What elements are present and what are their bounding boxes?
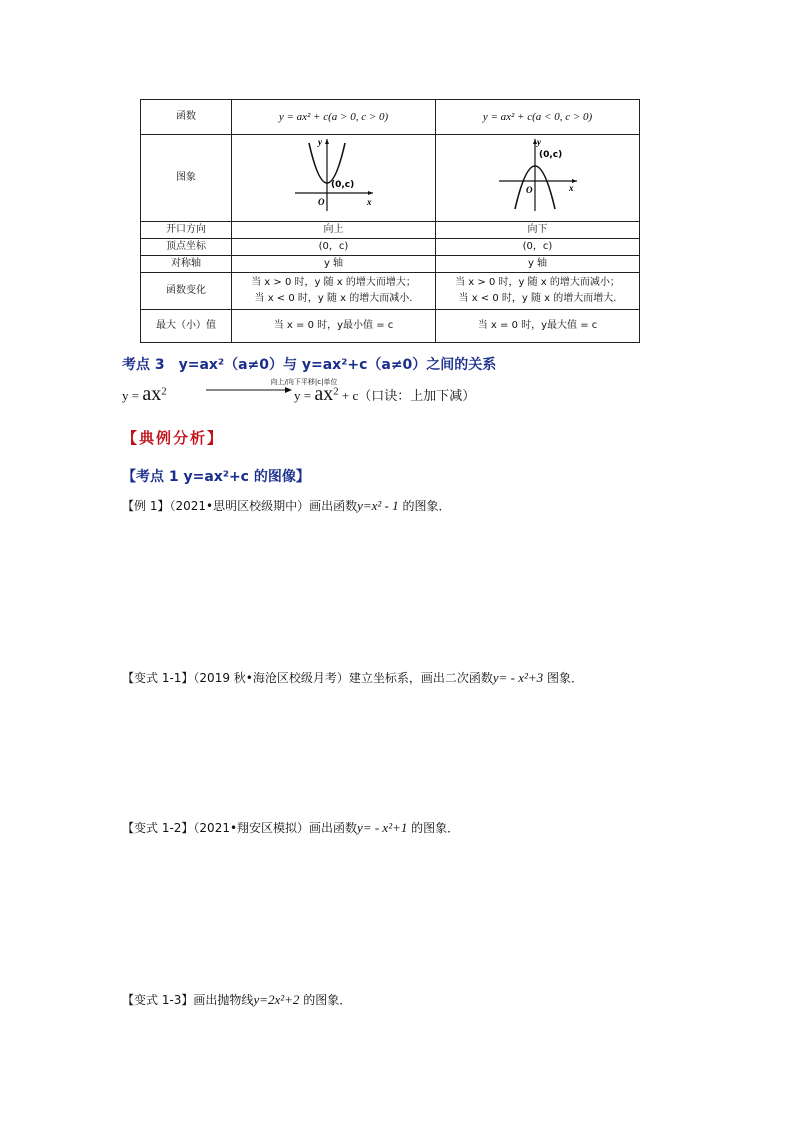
svg-text:(0,c): (0,c) — [330, 180, 354, 190]
arrow-label: 向上/向下平移|c|单位 — [270, 378, 338, 386]
svg-text:O: O — [525, 185, 532, 195]
formula-up: y = ax² + c(a > 0, c > 0) — [232, 100, 436, 135]
arrow-icon — [204, 377, 294, 401]
cell: 向上 — [232, 222, 436, 239]
cell: y 轴 — [232, 256, 436, 273]
cell: 当 x = 0 时，y最大值 = c — [436, 310, 640, 343]
example-1: 【例 1】（2021•思明区校级期中）画出函数y=x² - 1 的图象． — [122, 498, 451, 513]
properties-table — [140, 99, 640, 343]
variant-1-2: 【变式 1-2】（2021•翔安区模拟）画出函数y= - x²+1 的图象． — [122, 820, 460, 835]
row-label: 图象 — [141, 135, 232, 222]
rhs-formula: $y = ax^2 + c$（口诀：上加下减） — [294, 383, 476, 405]
formula-down: y = ax² + c(a < 0, c > 0) — [436, 100, 640, 135]
svg-text:y: y — [536, 137, 541, 147]
cell: y 轴 — [436, 256, 640, 273]
text-line: 当 x < 0 时，y 随 x 的增大而减小. — [254, 293, 413, 304]
cell — [232, 273, 436, 310]
text-line: 当 x > 0 时，y 随 x 的增大而增大； — [251, 277, 416, 288]
cell: (0，c) — [232, 239, 436, 256]
row-label: 最大（小）值 — [141, 310, 232, 343]
topic-1-title: 【考点 1 y=ax²+c 的图像】 — [122, 469, 310, 485]
table-row-extreme — [141, 310, 640, 343]
graph-cell-up — [232, 135, 436, 222]
parabola-down-graph — [493, 135, 583, 215]
section-heading-examples: 【典例分析】 — [122, 429, 225, 447]
lhs-formula: $y = ax^2$ — [122, 383, 167, 405]
row-label: 顶点坐标 — [141, 239, 232, 256]
table-row-graph — [141, 135, 640, 222]
mnemonic: （口诀：上加下减） — [358, 389, 476, 404]
translation-relation — [122, 377, 542, 407]
row-label: 开口方向 — [141, 222, 232, 239]
table-row-direction — [141, 222, 640, 239]
cell: (0，c) — [436, 239, 640, 256]
svg-text:x: x — [568, 183, 573, 193]
table-row-change — [141, 273, 640, 310]
cell — [436, 273, 640, 310]
svg-text:O: O — [317, 197, 324, 207]
cell: 当 x = 0 时，y最小值 = c — [232, 310, 436, 343]
table-row-vertex — [141, 239, 640, 256]
svg-text:x: x — [366, 197, 371, 207]
row-label: 函数变化 — [141, 273, 232, 310]
section-3-title: 考点 3 y=ax²（a≠0）与 y=ax²+c（a≠0）之间的关系 — [122, 357, 497, 373]
table-row-function — [141, 100, 640, 135]
row-label: 对称轴 — [141, 256, 232, 273]
cell: 向下 — [436, 222, 640, 239]
text-line: 当 x > 0 时，y 随 x 的增大而减小； — [455, 277, 620, 288]
parabola-up-graph — [289, 135, 379, 215]
table-row-axis — [141, 256, 640, 273]
text-line: 当 x < 0 时，y 随 x 的增大而增大. — [458, 293, 617, 304]
graph-cell-down — [436, 135, 640, 222]
row-label: 函数 — [141, 100, 232, 135]
svg-text:(0,c): (0,c) — [538, 150, 562, 160]
svg-text:y: y — [317, 137, 322, 147]
variant-1-1: 【变式 1-1】（2019 秋•海沧区校级月考）建立坐标系，画出二次函数y= - x²+3 图象． — [122, 670, 583, 685]
variant-1-3: 【变式 1-3】画出抛物线y=2x²+2 的图象． — [122, 992, 352, 1007]
